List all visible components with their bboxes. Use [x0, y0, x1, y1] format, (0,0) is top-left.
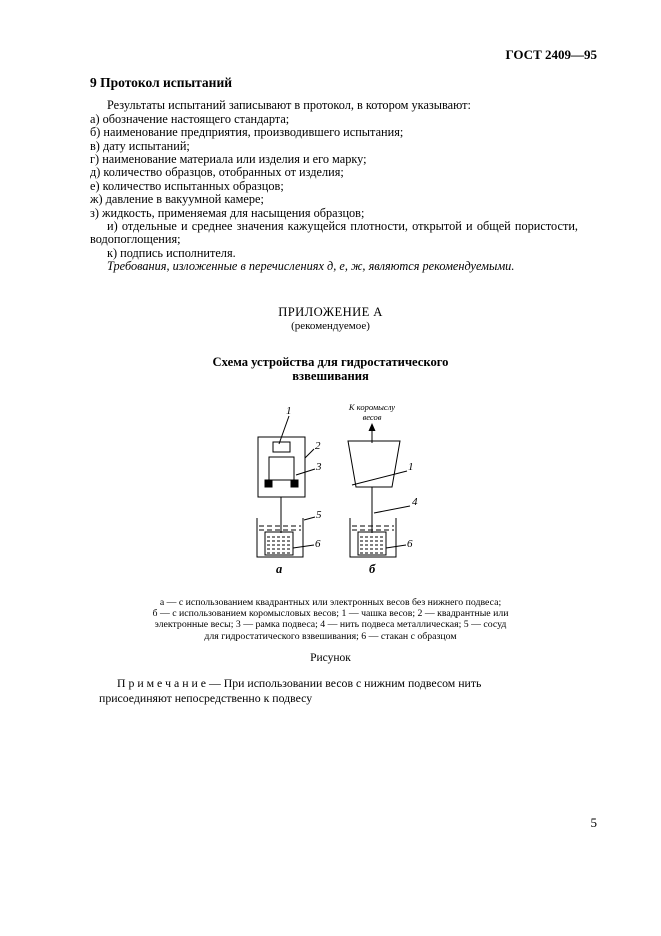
callout-line-5: [304, 517, 315, 520]
scheme-title-line2: взвешивания: [292, 369, 369, 383]
appendix-title: ПРИЛОЖЕНИЕ А: [278, 305, 383, 319]
figure-label: Рисунок: [310, 652, 351, 664]
callout-4: 4: [412, 496, 418, 508]
list-item-b: б) наименование предприятия, производившего испытания;: [90, 125, 404, 140]
list-item-d: д) количество образцов, отобранных от изделия;: [90, 165, 344, 180]
callout-line-2: [305, 449, 314, 458]
note-line1: П р и м е ч а н и е — При использовании весов с нижним подвесом нить: [117, 676, 482, 690]
note-line2: присоединяют непосредственно к подвесу: [99, 690, 313, 705]
weighing-pan-b: [348, 441, 400, 487]
callout-2: 2: [315, 440, 321, 452]
sample-hatch-a: [267, 537, 291, 553]
callout-5: 5: [316, 509, 322, 521]
callout-3: 3: [316, 461, 322, 473]
document-code: ГОСТ 2409—95: [505, 47, 597, 62]
note-paragraph: [99, 676, 569, 705]
apparatus-b: [348, 423, 410, 557]
callout-1-left: 1: [286, 405, 292, 417]
sample-hatch-b: [360, 537, 384, 553]
figure-caption: [0, 597, 661, 642]
callout-line-1b: [352, 471, 407, 485]
caption-line: а — с использованием квадрантных или электронных весов без нижнего подвеса;: [159, 597, 502, 608]
caption-line: для гидростатического взвешивания; 6 — стакан с образцом: [204, 630, 457, 642]
recommendation-note: Требования, изложенные в перечислениях д, е, ж, являются рекомендуемыми.: [107, 259, 515, 274]
variant-b-label: б: [369, 562, 376, 576]
caption-line: электронные весы; 3 — рамка подвеса; 4 — нить подвеса металлическая; 5 — сосуд: [154, 619, 507, 631]
beam-label-line1: К коромыслу: [348, 402, 396, 412]
section-intro: Результаты испытаний записывают в протокол, в котором указывают:: [107, 98, 471, 113]
callout-1-right: 1: [408, 461, 414, 473]
variant-a-label: а: [276, 562, 283, 576]
weighing-pan-a: [273, 442, 290, 452]
callout-6-left: 6: [315, 538, 321, 550]
frame-foot-right: [291, 480, 298, 487]
scheme-title: [0, 355, 661, 383]
page-number: 5: [590, 815, 597, 830]
appendix-subtitle: (рекомендуемое): [291, 320, 370, 332]
beaker-a: [265, 532, 293, 555]
beaker-b: [358, 532, 386, 555]
callout-6-right: 6: [407, 538, 413, 550]
list-item-v: в) дату испытаний;: [90, 138, 190, 153]
caption-line: б — с использованием коромысловых весов; 1 — чашка весов; 2 — квадрантные или: [152, 608, 509, 620]
list-item-zh: ж) давление в вакуумной камере;: [90, 192, 264, 207]
callout-line-4: [374, 506, 410, 513]
list-item-k: к) подпись исполнителя.: [107, 245, 236, 260]
list-item-z: з) жидкость, применяемая для насыщения образцов;: [90, 205, 365, 220]
section-protocol: [90, 76, 578, 274]
water-lines-a: [259, 526, 301, 530]
figure-diagram: [245, 400, 430, 580]
list-item-i: и) отдельные и среднее значения кажущейся плотности, открытой и общей пористости, водопоглощения;: [90, 219, 578, 247]
suspension-frame: [269, 457, 294, 480]
section-title: 9 Протокол испытаний: [90, 75, 233, 90]
list-item-a: а) обозначение настоящего стандарта;: [90, 111, 290, 126]
scheme-title-line1: Схема устройства для гидростатического: [212, 355, 449, 369]
beam-arrow-head: [369, 423, 376, 431]
hydrostatic-weighing-scheme: [245, 400, 430, 580]
frame-foot-left: [265, 480, 272, 487]
apparatus-a: [257, 416, 315, 557]
list-item-e: е) количество испытанных образцов;: [90, 178, 284, 193]
beam-label-line2: весов: [362, 412, 382, 422]
scale-body: [258, 437, 305, 497]
list-item-g: г) наименование материала или изделия и его марку;: [90, 152, 367, 167]
callout-line-1a: [279, 416, 289, 444]
water-lines-b: [352, 526, 394, 530]
